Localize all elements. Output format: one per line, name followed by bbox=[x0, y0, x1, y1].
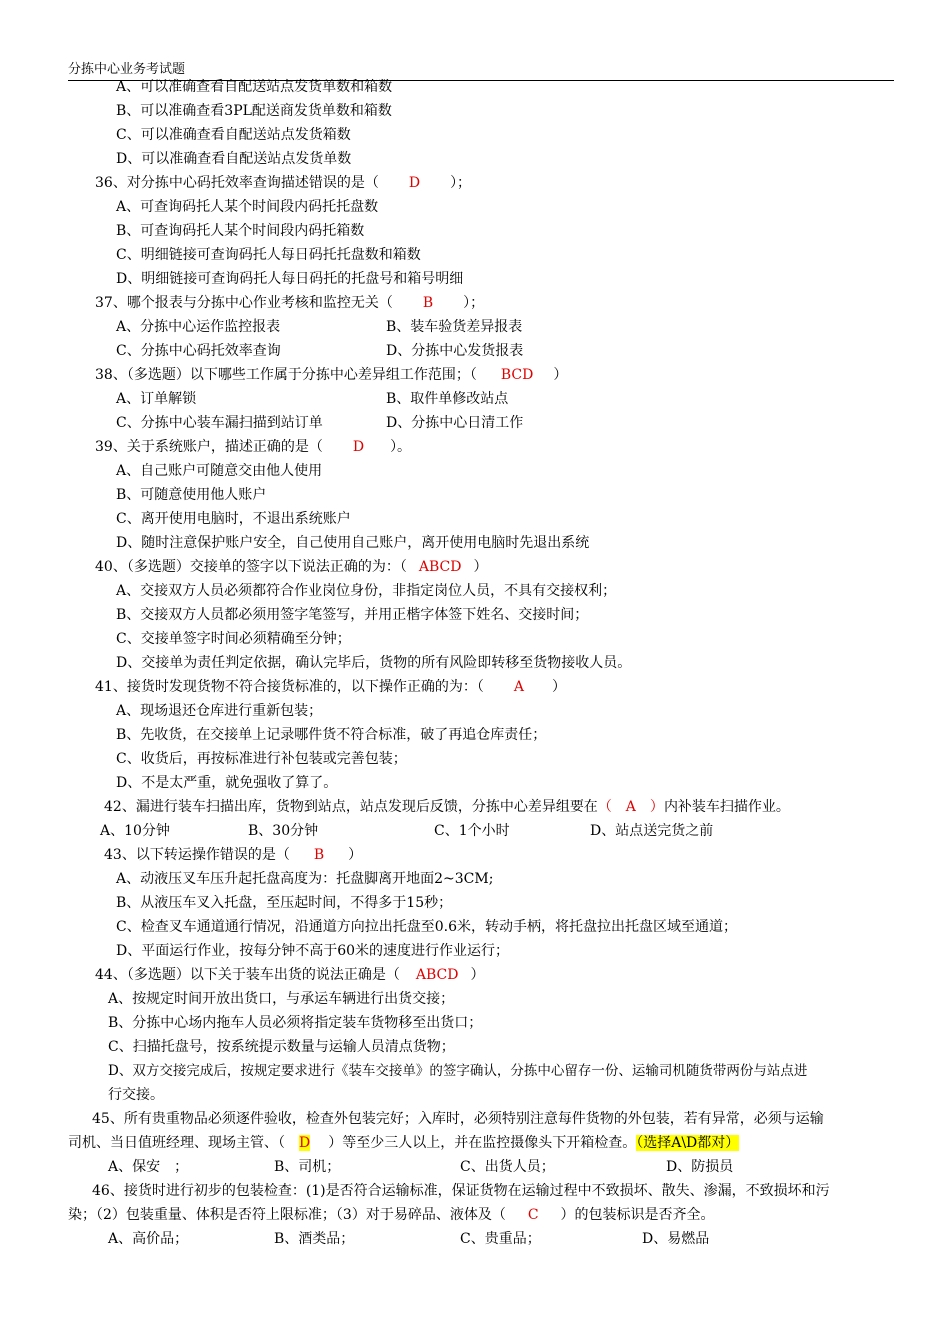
answer: D bbox=[408, 175, 421, 191]
option-c: C、收货后，再按标准进行补包装或完善包装； bbox=[116, 751, 407, 767]
option-c: C、明细链接可查询码托人每日码托托盘数和箱数 bbox=[116, 247, 421, 263]
option-d: D、分拣中心日清工作 bbox=[386, 415, 524, 431]
question-text: 41、接货时发现货物不符合接货标准的，以下操作正确的为：（ bbox=[95, 679, 484, 695]
option-d: D、双方交接完成后，按规定要求进行《装车交接单》的签字确认，分拣中心留存一份、运输司机随货带两份与站点进 bbox=[108, 1063, 808, 1079]
question-tail: 内补装车扫描作业。 bbox=[663, 799, 790, 815]
option-d: D、交接单为责任判定依据，确认完毕后，货物的所有风险即转移至货物接收人员。 bbox=[116, 655, 632, 671]
option-b: B、取件单修改站点 bbox=[386, 391, 509, 407]
option-b: B、先收货，在交接单上记录哪件货不符合标准，破了再追仓库责任； bbox=[116, 727, 547, 743]
option-c: C、分拣中心码托效率查询 bbox=[116, 343, 281, 359]
answer: B bbox=[422, 295, 434, 311]
option-a: A、动液压叉车压升起托盘高度为：托盘脚离开地面2~3CM; bbox=[116, 871, 494, 887]
option-a: A、10分钟 bbox=[100, 823, 170, 839]
question-tail: ） bbox=[553, 367, 568, 383]
question-tail: ） bbox=[470, 967, 485, 983]
option-b: B、司机； bbox=[274, 1159, 341, 1175]
option-d: D、分拣中心发货报表 bbox=[386, 343, 524, 359]
option-d: D、平面运行作业，按每分钟不高于60米的速度进行作业运行； bbox=[116, 943, 510, 959]
option-d: D、明细链接可查询码托人每日码托的托盘号和箱号明细 bbox=[116, 271, 464, 287]
question-45-line-1: 45、所有贵重物品必须逐件验收，检查外包装完好；入库时，必须特别注意每件货物的外包装，若有异常，必须与运输 bbox=[92, 1111, 824, 1127]
question-44 bbox=[95, 966, 484, 984]
question-46-line-2 bbox=[68, 1206, 715, 1224]
option-d: D、易燃品 bbox=[642, 1231, 710, 1247]
question-text: 染；（2）包装重量、体积是否符上限标准；（3）对于易碎品、液体及（ bbox=[68, 1207, 506, 1223]
question-text: 38、（多选题）以下哪些工作属于分拣中心差异组工作范围；（ bbox=[95, 367, 477, 383]
question-text-continued: ）等至少三人以上，并在监控摄像头下开箱检查。 bbox=[328, 1135, 637, 1151]
option-a: A、自己账户可随意交由他人使用 bbox=[116, 463, 323, 479]
answer: BCD bbox=[500, 367, 534, 383]
option-c: C、交接单签字时间必须精确至分钟； bbox=[116, 631, 351, 647]
option-d: D、防损员 bbox=[666, 1159, 734, 1175]
question-42 bbox=[104, 798, 790, 816]
answer: D bbox=[299, 1135, 311, 1151]
option-a: A、分拣中心运作监控报表 bbox=[116, 319, 281, 335]
answer-note: （选择A\D都对） bbox=[636, 1135, 740, 1151]
question-40 bbox=[95, 558, 487, 576]
question-tail: ）； bbox=[450, 175, 472, 191]
option-a: A、订单解锁 bbox=[116, 391, 197, 407]
answer: （ A ） bbox=[597, 799, 664, 815]
option-c: C、检查叉车通道通行情况，沿通道方向拉出托盘至0.6米，转动手柄，将托盘拉出托盘区域至通道； bbox=[116, 919, 737, 935]
option-b: B、从液压车叉入托盘，至压起时间，不得多于15秒； bbox=[116, 895, 453, 911]
option-c: C、贵重品； bbox=[460, 1231, 541, 1247]
option-a: A、交接双方人员必须都符合作业岗位身份，非指定岗位人员，不具有交接权利； bbox=[116, 583, 617, 599]
option-c: C、1个小时 bbox=[434, 823, 510, 839]
option-c: C、分拣中心装车漏扫描到站订单 bbox=[116, 415, 323, 431]
question-45-line-2 bbox=[68, 1134, 739, 1152]
option-d-continued: 行交接。 bbox=[108, 1087, 164, 1103]
option-c: C、出货人员； bbox=[460, 1159, 555, 1175]
option-a: A、按规定时间开放出货口，与承运车辆进行出货交接； bbox=[108, 991, 455, 1007]
answer: ABCD bbox=[415, 967, 459, 983]
option-d: D、不是太严重，就免强收了算了。 bbox=[116, 775, 338, 791]
header-title: 分拣中心业务考试题 bbox=[68, 62, 186, 77]
option-a: A、可查询码托人某个时间段内码托托盘数 bbox=[116, 199, 379, 215]
answer: C bbox=[527, 1207, 539, 1223]
question-text: 44、（多选题）以下关于装车出货的说法正确是（ bbox=[95, 967, 400, 983]
question-text: 43、以下转运操作错误的是（ bbox=[104, 847, 290, 863]
option-a: A、保安 ； bbox=[108, 1159, 189, 1175]
question-text: 42、漏进行装车扫描出库，货物到站点，站点发现后反馈，分拣中心差异组要在 bbox=[104, 799, 598, 815]
question-tail: ） bbox=[473, 559, 488, 575]
answer: ABCD bbox=[418, 559, 462, 575]
option-d: D、随时注意保护账户安全，自己使用自己账户，离开使用电脑时先退出系统 bbox=[116, 535, 590, 551]
answer: B bbox=[313, 847, 325, 863]
question-tail: ） bbox=[551, 679, 566, 695]
option-c: C、扫描托盘号，按系统提示数量与运输人员清点货物； bbox=[108, 1039, 455, 1055]
option-d: D、站点送完货之前 bbox=[590, 823, 714, 839]
option-a: A、高价品； bbox=[108, 1231, 189, 1247]
question-text: 39、关于系统账户，描述正确的是（ bbox=[95, 439, 323, 455]
question-43 bbox=[104, 846, 362, 864]
option-b: B、酒类品； bbox=[274, 1231, 355, 1247]
question-text: 40、（多选题）交接单的签字以下说法正确的为：（ bbox=[95, 559, 407, 575]
option-b: B、装车验货差异报表 bbox=[386, 319, 523, 335]
question-tail: ）； bbox=[463, 295, 485, 311]
option-c: C、离开使用电脑时，不退出系统账户 bbox=[116, 511, 351, 527]
question-text: 司机、当日值班经理、现场主管、（ bbox=[68, 1135, 285, 1151]
option-b: B、分拣中心场内拖车人员必须将指定装车货物移至出货口； bbox=[108, 1015, 483, 1031]
answer: A bbox=[513, 679, 524, 695]
question-38 bbox=[95, 366, 567, 384]
question-41 bbox=[95, 678, 566, 696]
question-tail: ）。 bbox=[390, 439, 412, 455]
option-line: A、可以准确查看自配送站点发货单数和箱数 bbox=[116, 79, 393, 95]
question-39 bbox=[95, 438, 411, 456]
option-line: C、可以准确查看自配送站点发货箱数 bbox=[116, 127, 351, 143]
option-b: B、可随意使用他人账户 bbox=[116, 487, 267, 503]
question-text: 36、对分拣中心码托效率查询描述错误的是（ bbox=[95, 175, 379, 191]
option-b: B、可查询码托人某个时间段内码托箱数 bbox=[116, 223, 365, 239]
option-b: B、30分钟 bbox=[248, 823, 319, 839]
question-46-line-1: 46、接货时进行初步的包装检查：(1)是否符合运输标准，保证货物在运输过程中不致损坏、散失、渗漏，不致损坏和污 bbox=[92, 1183, 830, 1199]
option-line: D、可以准确查看自配送站点发货单数 bbox=[116, 151, 352, 167]
question-36 bbox=[95, 174, 471, 192]
question-text: 37、哪个报表与分拣中心作业考核和监控无关（ bbox=[95, 295, 393, 311]
question-37 bbox=[95, 294, 484, 312]
option-line: B、可以准确查看3PL配送商发货单数和箱数 bbox=[116, 103, 392, 119]
question-tail: ）的包装标识是否齐全。 bbox=[560, 1207, 715, 1223]
option-a: A、现场退还仓库进行重新包装； bbox=[116, 703, 323, 719]
answer: D bbox=[352, 439, 365, 455]
question-tail: ） bbox=[348, 847, 363, 863]
option-b: B、交接双方人员都必须用签字笔签写，并用正楷字体签下姓名、交接时间； bbox=[116, 607, 589, 623]
